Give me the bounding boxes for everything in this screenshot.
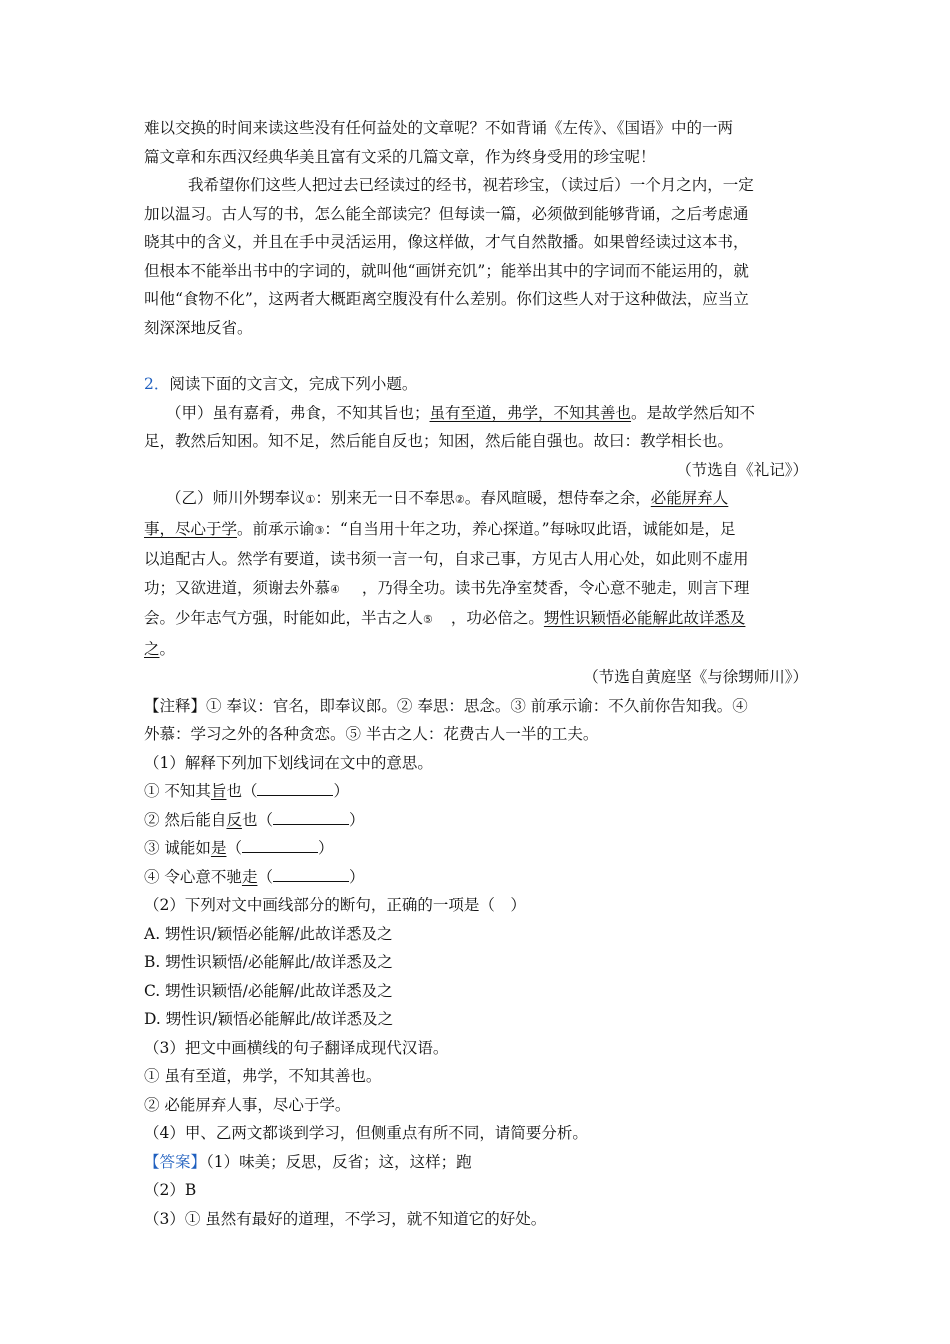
option-b[interactable]: B. 甥性识颖悟/必能解此/故详悉及之 bbox=[144, 953, 393, 971]
source-citation: （节选自黄庭坚《与徐甥师川》） bbox=[583, 668, 808, 686]
notes-line: 外慕：学习之外的各种贪恋。⑤ 半古之人：花费古人一半的工夫。 bbox=[144, 725, 599, 743]
answer-blank[interactable] bbox=[273, 810, 349, 825]
note-marker: ③ bbox=[314, 523, 325, 537]
text-span: ：别来无一日不奉思 bbox=[315, 489, 455, 507]
option-c[interactable]: C. 甥性识颖悟/必能解/此故详悉及之 bbox=[144, 981, 393, 1000]
option-d[interactable]: D. 甥性识/颖悟必能解此/故详悉及之 bbox=[144, 1010, 394, 1028]
text-line: 篇文章和东西汉经典华美且富有文采的几篇文章，作为终身受用的珍宝呢！ bbox=[144, 147, 656, 166]
sub-question-title: （2）下列对文中画线部分的断句，正确的一项是（ ） bbox=[144, 896, 526, 914]
sub-question-item bbox=[144, 777, 808, 806]
text-span: 功；又欲进道，须谢去外慕 bbox=[144, 578, 331, 597]
passage-yi-line bbox=[144, 574, 808, 605]
notes-line: 【注释】① 奉议：官名，即奉议郎。② 奉思：思念。③ 前承示谕：不久前你告知我。④ bbox=[144, 696, 748, 715]
text-span: （ bbox=[257, 867, 273, 886]
sub-question-item: ① 虽有至道，弗学，不知其善也。 bbox=[144, 1067, 382, 1085]
option-a[interactable]: A. 甥性识/颖悟必能解/此故详悉及之 bbox=[144, 924, 393, 943]
answer-line: （2）B bbox=[144, 1181, 197, 1199]
note-marker: ④ bbox=[330, 582, 340, 596]
underlined-sentence: 甥性识颖悟必能解此故详悉及 bbox=[543, 609, 746, 627]
text-span: （乙）师川外甥奉议 bbox=[166, 489, 306, 507]
passage-yi-line bbox=[144, 515, 808, 546]
text-span: （ bbox=[226, 839, 242, 857]
underlined-word: 是 bbox=[210, 839, 227, 857]
sub-question-title: （1）解释下列加下划线词在文中的意思。 bbox=[144, 753, 433, 772]
text-line: 我希望你们这些人把过去已经读过的经书，视若珍宝，（读过后）一个月之内，一定 bbox=[188, 176, 754, 194]
sub-question-title: （4）甲、乙两文都谈到学习，但侧重点有所不同，请简要分析。 bbox=[144, 1124, 588, 1142]
passage-yi-line bbox=[144, 484, 808, 515]
text-line: 晓其中的含义，并且在手中灵活运用，像这样做，才气自然散播。如果曾经读过这本书， bbox=[144, 233, 749, 251]
text-span: （甲）虽有嘉肴，弗食，不知其旨也； bbox=[166, 403, 430, 422]
underlined-word: 反 bbox=[226, 810, 242, 829]
text-span: ） bbox=[348, 867, 365, 886]
text-span: ③ 诚能如 bbox=[144, 839, 211, 857]
text-span: ，乃得全功。读书先净室焚香，令心意不驰走，则言下理 bbox=[361, 578, 750, 597]
underlined-sentence: 之 bbox=[144, 639, 160, 658]
underlined-word: 走 bbox=[241, 867, 258, 886]
passage-yi-line bbox=[144, 604, 808, 635]
note-marker: ② bbox=[454, 493, 465, 506]
text-span: ④ 令心意不驰 bbox=[144, 867, 242, 886]
text-span: 。春风暄暖，想侍奉之余， bbox=[464, 489, 651, 507]
text-span: 。前承示谕 bbox=[237, 519, 315, 538]
question-heading bbox=[144, 370, 808, 399]
answer-label: 【答案】 bbox=[144, 1152, 207, 1171]
text-line: 加以温习。古人写的书，怎么能全部读完？但每读一篇，必须做到能够背诵，之后考虑通 bbox=[144, 204, 749, 223]
sub-question-item bbox=[144, 806, 808, 835]
answer-blank[interactable] bbox=[257, 781, 333, 796]
paragraph-gap bbox=[144, 342, 808, 370]
passage-jia-line bbox=[144, 399, 808, 428]
source-citation: （节选自《礼记》） bbox=[676, 460, 808, 479]
question-number: 2． bbox=[144, 375, 170, 393]
sub-question-item bbox=[144, 834, 808, 863]
sub-question-item bbox=[144, 863, 808, 892]
text-span: ） bbox=[317, 839, 334, 857]
passage-yi-line: 以追配古人。然学有要道，读书须一言一句，自求己事，方见古人用心处，如此则不虚用 bbox=[144, 550, 749, 568]
note-marker: ⑤ bbox=[423, 613, 433, 626]
text-line: 刻深深地反省。 bbox=[144, 318, 253, 337]
note-marker: ① bbox=[305, 493, 316, 506]
text-span: ：“自当用十年之功，养心探道。”每咏叹此语，诚能如是，足 bbox=[324, 519, 736, 538]
text-line: 叫他“食物不化”，这两者大概距离空腹没有什么差别。你们这些人对于这种做法，应当立 bbox=[144, 290, 749, 308]
passage-yi-line bbox=[144, 635, 808, 664]
answer-blank[interactable] bbox=[273, 867, 349, 882]
underlined-sentence: 必能屏弃人 bbox=[650, 489, 729, 507]
underlined-word: 旨 bbox=[210, 782, 227, 800]
text-span: 会。少年志气方强，时能如此，半古之人 bbox=[144, 609, 424, 627]
text-span: ② 然后能自 bbox=[144, 810, 227, 829]
document-content bbox=[144, 114, 808, 1233]
passage-jia-line: 足，教然后知困。知不足，然后能自反也；知困，然后能自强也。故曰：教学相长也。 bbox=[144, 432, 734, 450]
text-span: 也（ bbox=[241, 810, 273, 829]
text-span: ① 不知其 bbox=[144, 782, 211, 800]
text-span: ） bbox=[348, 810, 365, 829]
answer-line: （3）① 虽然有最好的道理，不学习，就不知道它的好处。 bbox=[144, 1209, 547, 1228]
text-line: 但根本不能举出书中的字词的，就叫他“画饼充饥”；能举出其中的字词而不能运用的，就 bbox=[144, 261, 749, 280]
text-span: 。是故学然后知不 bbox=[631, 403, 756, 422]
underlined-sentence: 虽有至道，弗学，不知其善也 bbox=[429, 403, 632, 422]
text-span: 也（ bbox=[226, 782, 258, 800]
answer-line bbox=[144, 1148, 808, 1177]
sub-question-item: ② 必能屏弃人事，尽心于学。 bbox=[144, 1095, 351, 1114]
underlined-sentence: 事，尽心于学 bbox=[144, 519, 238, 538]
text-span: 。 bbox=[159, 639, 176, 658]
text-span: ，功必倍之。 bbox=[450, 609, 544, 627]
answer-blank[interactable] bbox=[242, 838, 318, 853]
answer-text: （1）味美；反思，反省；这，这样；跑 bbox=[206, 1152, 472, 1171]
text-line: 难以交换的时间来读这些没有任何益处的文章呢？不如背诵《左传》、《国语》中的一两 bbox=[144, 119, 734, 137]
text-span: ） bbox=[333, 782, 349, 800]
sub-question-title: （3）把文中画横线的句子翻译成现代汉语。 bbox=[144, 1038, 449, 1057]
question-title: 阅读下面的文言文，完成下列小题。 bbox=[169, 375, 418, 393]
